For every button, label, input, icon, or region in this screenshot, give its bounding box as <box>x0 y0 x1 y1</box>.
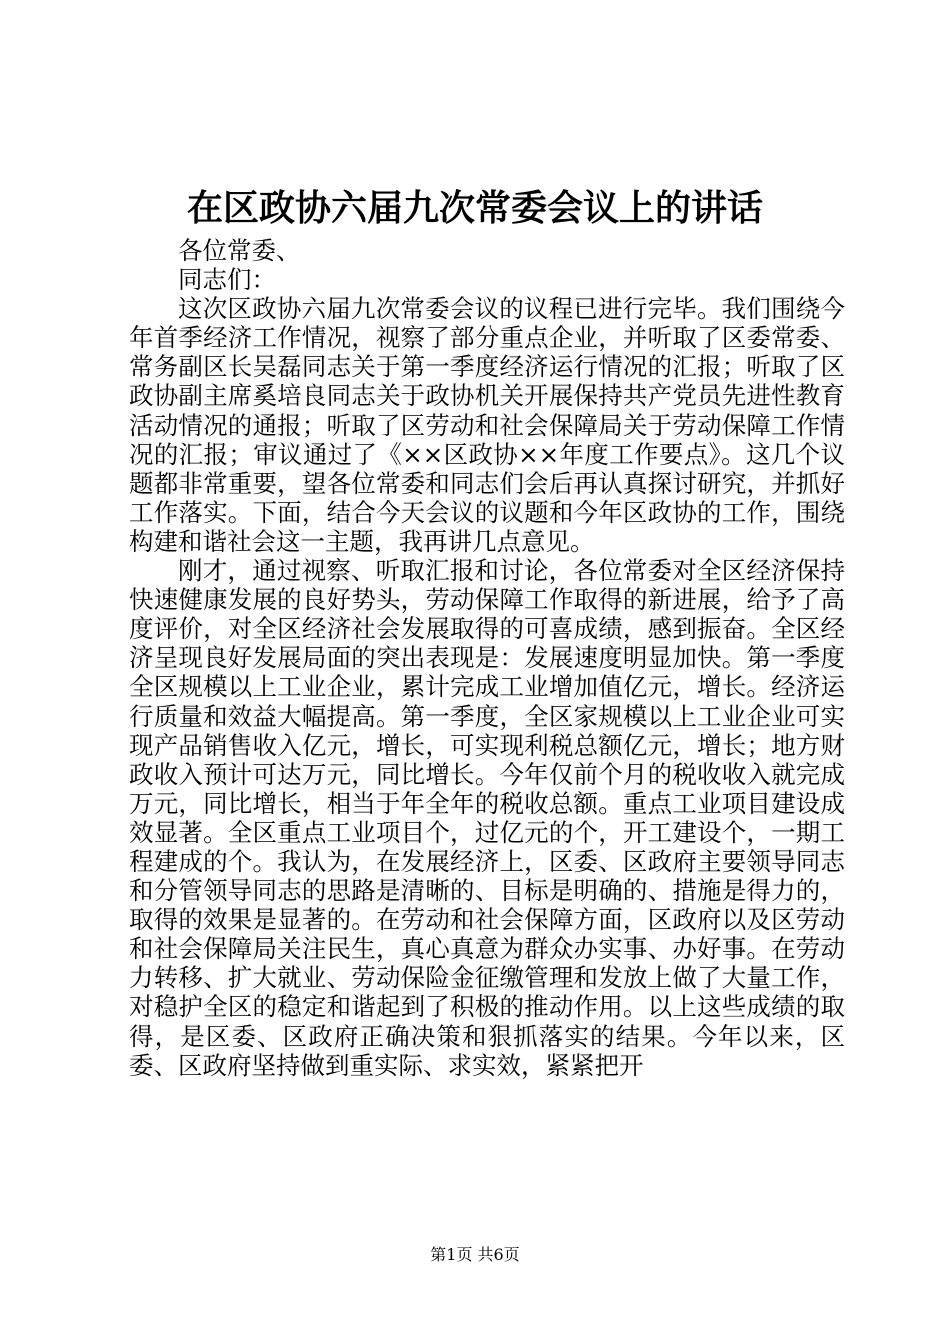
salutation-line: 各位常委、 <box>178 236 301 265</box>
document-body <box>129 236 845 1080</box>
document-title: 在区政协六届九次常委会议上的讲话 <box>186 187 763 229</box>
body-paragraph: 这次区政协六届九次常委会议的议程已进行完毕。我们围绕今年首季经济工作情况，视察了部分重点企业，并听取了区委常委、常务副区长吴磊同志关于第一季度经济运行情况的汇报；听取了区政协副主席奚培良同志关于政协机关开展保持共产党员先进性教育活动情况的通报；听取了区劳动和社会保障局关于劳动保障工作情况的汇报；审议通过了《××区政协××年度工作要点》。这几个议题都非常重要，望各位常委和同志们会后再认真探讨研究，并抓好工作落实。下面，结合今天会议的议题和今年区政协的工作，围绕构建和谐社会这一主题，我再讲几点意见。 <box>129 294 845 556</box>
salutation-line: 同志们： <box>178 265 276 295</box>
page-footer: 第1页 共6页 <box>430 1245 520 1264</box>
body-paragraph: 刚才，通过视察、听取汇报和讨论，各位常委对全区经济保持快速健康发展的良好势头，劳动保障工作取得的新进展，给予了高度评价，对全区经济社会发展取得的可喜成绩，感到振奋。全区经济呈现良好发展局面的突出表现是：发展速度明显加快。第一季度全区规模以上工业企业，累计完成工业增加值亿元，增长。经济运行质量和效益大幅提高。第一季度，全区家规模以上工业企业可实现产品销售收入亿元，增长，可实现利税总额亿元，增长；地方财政收入预计可达万元，同比增长。今年仅前个月的税收收入就完成万元，同比增长，相当于年全年的税收总额。重点工业项目建设成效显著。全区重点工业项目个，过亿元的个，开工建设个，一期工程建成的个。我认为，在发展经济上，区委、区政府主要领导同志和分管领导同志的思路是清晰的、目标是明确的、措施是得力的，取得的效果是显著的。在劳动和社会保障方面，区政府以及区劳动和社会保障局关注民生，真心真意为群众办实事、办好事。在劳动力转移、扩大就业、劳动保险金征缴管理和发放上做了大量工作，对稳护全区的稳定和谐起到了积极的推动作用。以上这些成绩的取得，是区委、区政府正确决策和狠抓落实的结果。今年以来，区委、区政府坚持做到重实际、求实效，紧紧把开 <box>129 556 845 1080</box>
